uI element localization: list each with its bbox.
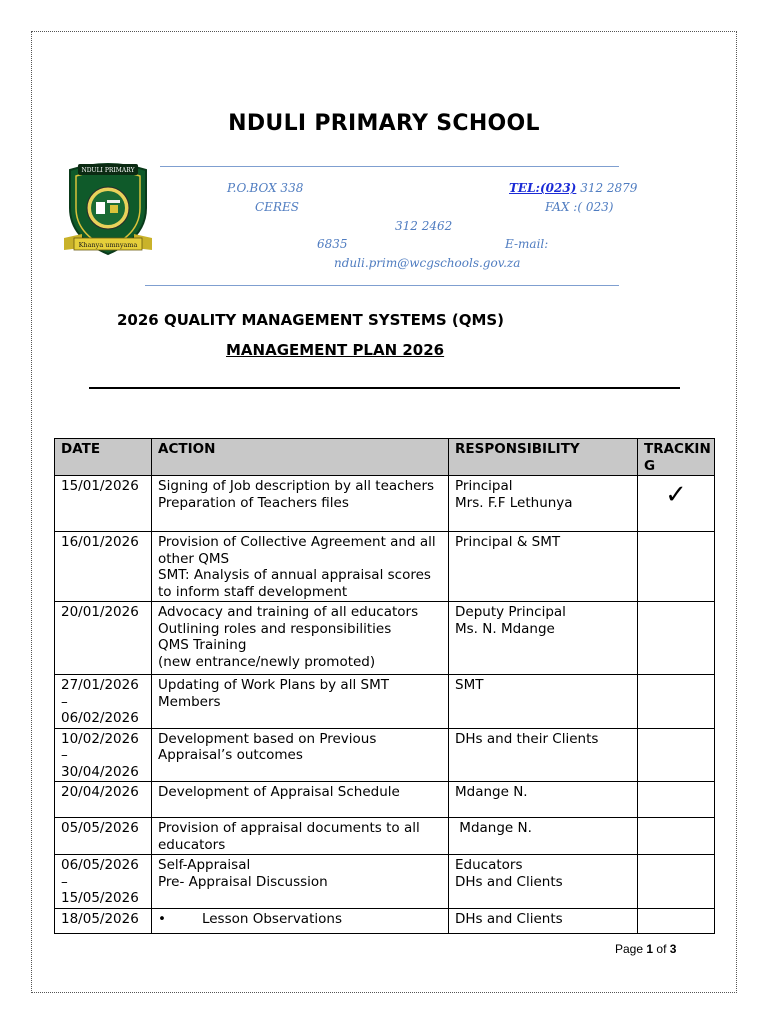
date-cell: 20/04/2026 (55, 782, 152, 818)
tracking-cell (638, 532, 715, 602)
tracking-cell (638, 855, 715, 909)
action-cell: Development of Appraisal Schedule (152, 782, 449, 818)
date-cell: 15/01/2026 (55, 476, 152, 532)
table-row (55, 782, 715, 818)
svg-text:NDULI PRIMARY: NDULI PRIMARY (81, 167, 135, 174)
town-text: CERES (255, 200, 299, 214)
table-row (55, 476, 715, 532)
action-cell: Provision of Collective Agreement and all other QMS SMT: Analysis of annual appraisal scores to inform staff development (152, 532, 449, 602)
responsibility-cell: Principal Mrs. F.F Lethunya (449, 476, 638, 532)
tracking-cell (638, 909, 715, 934)
action-cell: • Lesson Observations (152, 909, 449, 934)
responsibility-cell: Deputy Principal Ms. N. Mdange (449, 602, 638, 675)
header-tracking: TRACKIN G (638, 439, 715, 476)
table-row (55, 855, 715, 909)
checkmark-icon: ✓ (665, 480, 687, 510)
table-row (55, 532, 715, 602)
tracking-cell (638, 818, 715, 855)
tracking-cell (638, 602, 715, 675)
responsibility-cell: Educators DHs and Clients (449, 855, 638, 909)
title-divider (89, 387, 680, 389)
responsibility-cell: SMT (449, 675, 638, 729)
tracking-cell (638, 728, 715, 782)
email-label: E-mail: (505, 237, 549, 251)
date-cell: 18/05/2026 (55, 909, 152, 934)
school-name: NDULI PRIMARY SCHOOL (228, 111, 540, 136)
telephone (509, 181, 637, 195)
page-number: Page 1 of 3 (615, 942, 677, 956)
responsibility-cell: Mdange N. (449, 818, 638, 855)
header-action: ACTION (152, 439, 449, 476)
date-cell: 06/05/2026 – 15/05/2026 (55, 855, 152, 909)
action-cell: Advocacy and training of all educators Outlining roles and responsibilities QMS Training (new entrance/newly promoted) (152, 602, 449, 675)
date-cell: 27/01/2026 – 06/02/2026 (55, 675, 152, 729)
tel-link[interactable]: TEL:(023) (509, 181, 577, 195)
school-crest-logo (60, 156, 156, 260)
table-row (55, 602, 715, 675)
action-cell: Updating of Work Plans by all SMT Members (152, 675, 449, 729)
header-rule-bottom (145, 285, 619, 286)
pobox-text: P.O.BOX 338 (227, 181, 304, 195)
svg-text:Khanya umnyama: Khanya umnyama (78, 241, 138, 249)
fax-text: FAX :( 023) (545, 200, 614, 214)
tracking-cell (638, 782, 715, 818)
responsibility-cell: DHs and their Clients (449, 728, 638, 782)
postcode-text: 6835 (317, 237, 348, 251)
header-date: DATE (55, 439, 152, 476)
table-header-row (55, 439, 715, 476)
tracking-cell (638, 675, 715, 729)
header-rule-top (160, 166, 619, 167)
table-row (55, 818, 715, 855)
action-cell: Signing of Job description by all teachers Preparation of Teachers files (152, 476, 449, 532)
table-row (55, 675, 715, 729)
date-cell: 10/02/2026 – 30/04/2026 (55, 728, 152, 782)
tracking-cell (638, 476, 715, 532)
responsibility-cell: Mdange N. (449, 782, 638, 818)
tel-number: 312 2879 (580, 181, 638, 195)
qms-plan-table (54, 438, 715, 934)
date-cell: 05/05/2026 (55, 818, 152, 855)
action-cell: Provision of appraisal documents to all educators (152, 818, 449, 855)
email-address[interactable]: nduli.prim@wcgschools.gov.za (334, 256, 521, 270)
bullet-icon: • (158, 911, 166, 927)
header-responsibility: RESPONSIBILITY (449, 439, 638, 476)
table-row (55, 728, 715, 782)
responsibility-cell: Principal & SMT (449, 532, 638, 602)
date-cell: 16/01/2026 (55, 532, 152, 602)
date-cell: 20/01/2026 (55, 602, 152, 675)
table-row (55, 909, 715, 934)
fax-number: 312 2462 (395, 219, 453, 233)
management-plan-title: MANAGEMENT PLAN 2026 (226, 341, 445, 359)
responsibility-cell: DHs and Clients (449, 909, 638, 934)
action-cell: Development based on Previous Appraisal’s outcomes (152, 728, 449, 782)
action-cell: Self-Appraisal Pre- Appraisal Discussion (152, 855, 449, 909)
qms-title: 2026 QUALITY MANAGEMENT SYSTEMS (QMS) (117, 311, 505, 329)
